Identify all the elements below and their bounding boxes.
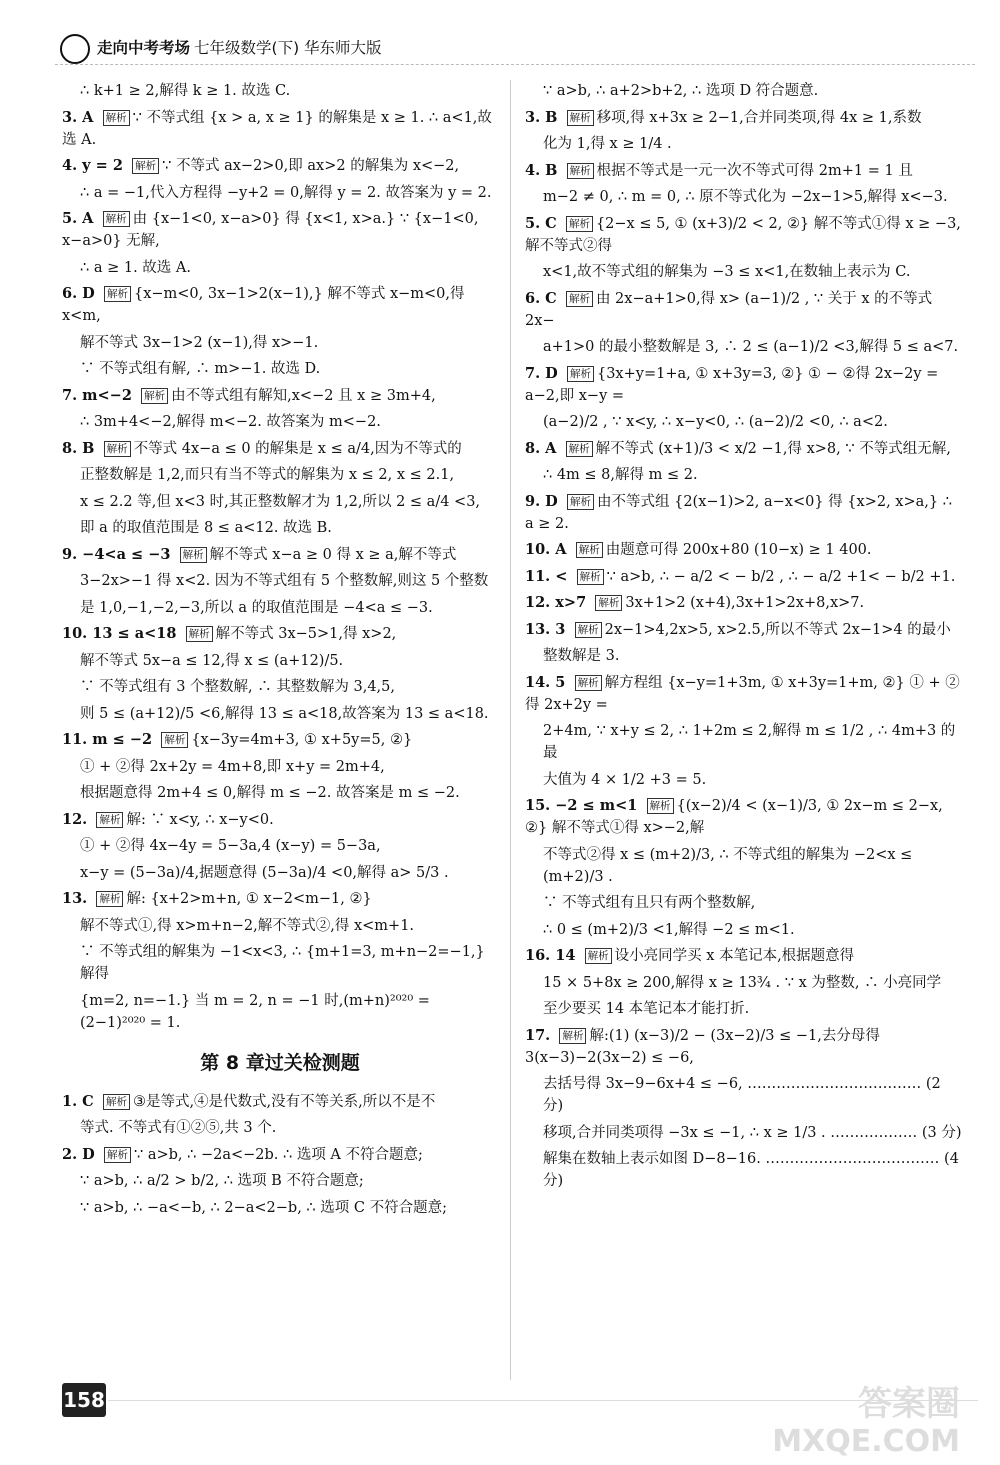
answer-line — [525, 566, 965, 588]
answer-text: {m=2, n=−1.} 当 m = 2, n = −1 时,(m+n)²⁰²⁰ = (2−1)²⁰²⁰ = 1. — [80, 992, 430, 1031]
analysis-tag: 解析 — [559, 1028, 586, 1044]
answer-text: m−2 ≠ 0, ∴ m = 0, ∴ 原不等式化为 −2x−1>5,解得 x<−3. — [543, 189, 948, 205]
answer-line — [525, 261, 965, 283]
answer-line — [525, 769, 965, 791]
answer-line — [62, 941, 498, 985]
answer-number: 10. 13 ≤ a<18 — [62, 625, 177, 642]
answer-text: ∴ a = −1,代入方程得 −y+2 = 0,解得 y = 2. 故答案为 y = 2. — [80, 184, 492, 201]
answer-line — [62, 1091, 498, 1113]
answer-line — [62, 283, 498, 327]
answer-line — [525, 411, 965, 433]
answer-text: 由 {x−1<0, x−a>0} 得 {x<1, x>a.} ∵ {x−1<0, x−a>0} 无解, — [62, 211, 479, 249]
answer-text: ∵ a>b, ∴ −a<−b, ∴ 2−a<2−b, ∴ 选项 C 不符合题意; — [80, 1199, 447, 1216]
answer-line — [62, 650, 498, 672]
answer-number: 9. −4<a ≤ −3 — [62, 545, 171, 563]
answer-text: 解:(1) (x−3)/2 − (3x−2)/3 ≤ −1,去分母得 3(x−3)−2(3x−2) ≤ −6, — [525, 1027, 880, 1066]
answer-line — [525, 720, 965, 764]
answer-text: 解: ∵ x<y, ∴ x−y<0. — [126, 811, 274, 828]
answer-text: 解: {x+2>m+n, ① x−2<m−1, ②} — [126, 891, 372, 907]
answer-line — [525, 491, 965, 535]
answer-line — [62, 438, 498, 460]
answer-text: 至少要买 14 本笔记本才能打折. — [543, 1001, 750, 1017]
answer-text: 整数解是 3. — [543, 648, 620, 664]
answer-number: 5. C — [525, 214, 557, 232]
answer-text: 则 5 ≤ (a+12)/5 <6,解得 13 ≤ a<18,故答案为 13 ≤ a<18. — [80, 705, 489, 722]
answer-line — [62, 835, 498, 857]
answer-text: 解不等式 x−a ≥ 0 得 x ≥ a,解不等式 — [209, 546, 457, 563]
answer-text: 解不等式 5x−a ≤ 12,得 x ≤ (a+12)/5. — [80, 652, 344, 669]
answer-line — [525, 336, 965, 358]
answer-text: 由不等式组有解知,x<−2 且 x ≥ 3m+4, — [171, 387, 436, 404]
answer-line — [62, 107, 498, 151]
answer-text: 由题意可得 200x+80 (10−x) ≥ 1 400. — [605, 542, 872, 558]
analysis-tag: 解析 — [104, 441, 131, 457]
answer-number: 17. — [525, 1026, 551, 1044]
answer-text: 解方程组 {x−y=1+3m, ① x+3y=1+m, ②} ① + ② 得 2x+2y = — [525, 674, 960, 713]
answer-text: 解不等式①,得 x>m+n−2,解不等式②,得 x<m+1. — [80, 917, 415, 934]
answer-text: 解集在数轴上表示如图 D−8−16. ……………………………… (4 分) — [543, 1151, 959, 1189]
answer-line — [62, 1144, 498, 1166]
answer-number: 6. C — [525, 289, 557, 307]
answer-text: 正整数解是 1,2,而只有当不等式的解集为 x ≤ 2, x ≤ 2.1, — [80, 467, 455, 483]
answer-text: (a−2)/2 , ∵ x<y, ∴ x−y<0, ∴ (a−2)/2 <0, ∴ a<2. — [543, 414, 888, 430]
answer-line — [525, 160, 965, 182]
answer-number: 15. −2 ≤ m<1 — [525, 797, 638, 814]
answer-text: 化为 1,得 x ≥ 1/4 . — [543, 136, 672, 152]
answer-number: 9. D — [525, 492, 558, 510]
answer-number: 6. D — [62, 285, 95, 302]
answer-line — [525, 795, 965, 839]
answer-number: 5. A — [62, 210, 94, 227]
answer-text: 3−2x>−1 得 x<2. 因为不等式组有 5 个整数解,则这 5 个整数 — [80, 573, 489, 589]
answer-text: 移项,合并同类项得 −3x ≤ −1, ∴ x ≥ 1/3 . ……………… (3 分) — [543, 1124, 962, 1141]
answer-line — [62, 888, 498, 910]
answer-text: x ≤ 2.2 等,但 x<3 时,其正整数解才为 1,2,所以 2 ≤ a/4 <3, — [80, 493, 481, 510]
answer-text: 由不等式组 {2(x−1)>2, a−x<0} 得 {x>2, x>a,} ∴ a ≥ 2. — [525, 493, 952, 532]
answer-text: 2x−1>4,2x>5, x>2.5,所以不等式 2x−1>4 的最小 — [604, 621, 951, 638]
answer-text: 根据题意得 2m+4 ≤ 0,解得 m ≤ −2. 故答案是 m ≤ −2. — [80, 785, 460, 801]
answer-text: {(x−2)/4 < (x−1)/3, ① 2x−m ≤ 2−x, ②} 解不等式①得 x>−2,解 — [525, 798, 943, 836]
answer-text: ∴ a ≥ 1. 故选 A. — [80, 259, 191, 276]
brand-name: 走向中考考场 — [97, 39, 191, 57]
answer-number: 4. B — [525, 161, 558, 179]
answer-number: 7. D — [525, 364, 558, 382]
analysis-tag: 解析 — [180, 547, 207, 563]
answer-text: ∵ 不等式组有 3 个整数解, ∴ 其整数解为 3,4,5, — [80, 679, 395, 695]
analysis-tag: 解析 — [566, 441, 593, 457]
answer-line — [62, 862, 498, 884]
analysis-tag: 解析 — [567, 366, 594, 382]
analysis-tag: 解析 — [96, 812, 123, 828]
answer-line — [62, 1117, 498, 1139]
analysis-tag: 解析 — [595, 595, 622, 611]
answer-line — [525, 107, 965, 129]
answer-number: 14. 5 — [525, 673, 566, 691]
analysis-tag: 解析 — [103, 211, 130, 227]
answer-line — [62, 809, 498, 831]
answer-line — [525, 844, 965, 888]
answer-text: 解不等式 3x−5>1,得 x>2, — [215, 626, 397, 642]
answer-text: ∵ 不等式 ax−2>0,即 ax>2 的解集为 x<−2, — [162, 158, 460, 174]
left-column — [62, 80, 498, 1223]
answer-number: 13. — [62, 890, 88, 907]
answer-line — [525, 288, 965, 332]
analysis-tag: 解析 — [575, 675, 602, 691]
brand-logo-icon — [60, 34, 90, 64]
analysis-tag: 解析 — [567, 110, 594, 126]
answer-text: {2−x ≤ 5, ① (x+3)/2 < 2, ②} 解不等式①得 x ≥ −3,解不等式②得 — [525, 215, 961, 254]
answer-line — [62, 1197, 498, 1219]
answer-text: ∵ 不等式组有解, ∴ m>−1. 故选 D. — [80, 361, 321, 377]
answer-line — [62, 155, 498, 177]
answer-text: ∴ 4m ≤ 8,解得 m ≤ 2. — [543, 467, 698, 483]
answer-line — [62, 385, 498, 407]
analysis-tag: 解析 — [104, 1147, 131, 1163]
answer-line — [525, 363, 965, 407]
answer-line — [62, 1170, 498, 1192]
answer-text: 即 a 的取值范围是 8 ≤ a<12. 故选 B. — [80, 520, 332, 536]
answer-line — [525, 464, 965, 486]
answer-text: 3x+1>2 (x+4),3x+1>2x+8,x>7. — [625, 595, 865, 611]
answer-line — [62, 676, 498, 698]
answer-text: 根据不等式是一元一次不等式可得 2m+1 = 1 且 — [596, 162, 913, 179]
answer-text: ① + ②得 2x+2y = 4m+8,即 x+y = 2m+4, — [80, 758, 385, 775]
answer-text: ∵ a>b, ∴ a/2 > b/2, ∴ 选项 B 不符合题意; — [80, 1173, 364, 1189]
answer-number: 8. A — [525, 439, 557, 457]
answer-line — [525, 619, 965, 641]
analysis-tag: 解析 — [186, 626, 213, 642]
answer-text: ③是等式,④是代数式,没有不等关系,所以不是不 — [132, 1093, 436, 1110]
answer-text: 不等式 4x−a ≤ 0 的解集是 x ≤ a/4,因为不等式的 — [133, 440, 462, 457]
book-subtitle: 七年级数学(下) 华东师大版 — [194, 39, 382, 57]
analysis-tag: 解析 — [96, 891, 123, 907]
analysis-tag: 解析 — [647, 798, 674, 814]
page-number: 158 — [62, 1383, 106, 1417]
answer-line — [62, 544, 498, 566]
answer-text: ∵ 不等式组有且只有两个整数解, — [543, 895, 756, 911]
answer-number: 13. 3 — [525, 620, 566, 638]
right-column — [525, 80, 965, 1197]
answer-line — [62, 208, 498, 252]
answer-line — [525, 645, 965, 667]
answer-number: 8. B — [62, 439, 95, 457]
answer-number: 1. C — [62, 1092, 94, 1110]
analysis-tag: 解析 — [104, 286, 131, 302]
answer-line — [525, 919, 965, 941]
answer-line — [525, 438, 965, 460]
answer-line — [525, 972, 965, 994]
answer-line — [62, 915, 498, 937]
answer-number: 4. y = 2 — [62, 157, 123, 174]
analysis-tag: 解析 — [567, 494, 594, 510]
answer-line — [525, 945, 965, 967]
answer-line — [62, 597, 498, 619]
answer-line — [525, 892, 965, 914]
answer-text: 不等式②得 x ≤ (m+2)/3, ∴ 不等式组的解集为 −2<x ≤ (m+2)/3 . — [543, 846, 913, 885]
analysis-tag: 解析 — [103, 1094, 130, 1110]
answer-text: ∵ 不等式组 {x > a, x ≥ 1} 的解集是 x ≥ 1. ∴ a<1,故选 A. — [62, 109, 492, 148]
answer-line — [525, 1148, 965, 1192]
watermark-text: 答案圈 — [858, 1384, 960, 1424]
analysis-tag: 解析 — [566, 216, 593, 232]
answer-line — [62, 517, 498, 539]
answer-line — [525, 592, 965, 614]
answer-line — [62, 257, 498, 279]
answer-line — [62, 358, 498, 380]
analysis-tag: 解析 — [585, 948, 612, 964]
answer-text: 等式. 不等式有①②⑤,共 3 个. — [80, 1120, 277, 1136]
answer-line — [62, 570, 498, 592]
header-divider — [55, 64, 975, 65]
answer-text: 移项,得 x+3x ≥ 2−1,合并同类项,得 4x ≥ 1,系数 — [596, 109, 922, 126]
answer-line — [62, 729, 498, 751]
section-title: 第 8 章过关检测题 — [200, 1051, 360, 1074]
answer-text: ∵ 不等式组的解集为 −1<x<3, ∴ {m+1=3, m+n−2=−1,} 解得 — [80, 944, 485, 982]
analysis-tag: 解析 — [566, 291, 593, 307]
answer-line — [525, 213, 965, 257]
answer-number: 3. B — [525, 108, 558, 126]
answer-text: 大值为 4 × 1/2 +3 = 5. — [543, 771, 707, 788]
answer-text: x<1,故不等式组的解集为 −3 ≤ x<1,在数轴上表示为 C. — [543, 264, 911, 280]
answer-number: 7. m<−2 — [62, 386, 132, 404]
analysis-tag: 解析 — [103, 110, 130, 126]
answer-text: 设小亮同学买 x 本笔记本,根据题意得 — [614, 948, 855, 964]
answer-text: 解不等式 3x−1>2 (x−1),得 x>−1. — [80, 334, 319, 351]
answer-text: 2+4m, ∵ x+y ≤ 2, ∴ 1+2m ≤ 2,解得 m ≤ 1/2 , ∴ 4m+3 的最 — [543, 723, 956, 761]
answer-line — [62, 464, 498, 486]
page-header — [55, 30, 975, 68]
answer-line — [62, 332, 498, 354]
analysis-tag: 解析 — [567, 163, 594, 179]
answer-text: {x−m<0, 3x−1>2(x−1),} 解不等式 x−m<0,得 x<m, — [62, 286, 465, 324]
answer-number: 10. A — [525, 541, 567, 558]
analysis-tag: 解析 — [575, 622, 602, 638]
answer-number: 2. D — [62, 1145, 95, 1163]
answer-line — [525, 1025, 965, 1069]
answer-number: 3. A — [62, 108, 94, 126]
answer-text: ∵ a>b, ∴ −2a<−2b. ∴ 选项 A 不符合题意; — [133, 1146, 423, 1163]
analysis-tag: 解析 — [141, 388, 168, 404]
answer-line — [525, 1073, 965, 1117]
answer-text: ∴ 3m+4<−2,解得 m<−2. 故答案为 m<−2. — [80, 414, 381, 430]
answer-text: {3x+y=1+a, ① x+3y=3, ②} ① − ②得 2x−2y = a−2,即 x−y = — [525, 365, 939, 404]
answer-text: a+1>0 的最小整数解是 3, ∴ 2 ≤ (a−1)/2 <3,解得 5 ≤ a<7. — [543, 339, 959, 355]
answer-line — [525, 539, 965, 561]
answer-text: 由 2x−a+1>0,得 x> (a−1)/2 , ∵ 关于 x 的不等式 2x− — [525, 290, 933, 329]
answer-line — [525, 186, 965, 208]
answer-line — [62, 182, 498, 204]
watermark-url: MXQE.COM — [772, 1424, 960, 1459]
answer-text: 是 1,0,−1,−2,−3,所以 a 的取值范围是 −4<a ≤ −3. — [80, 599, 433, 616]
answer-number: 11. m ≤ −2 — [62, 731, 153, 748]
answer-text: 去括号得 3x−9−6x+4 ≤ −6, ……………………………… (2 分) — [543, 1076, 941, 1114]
answer-line — [62, 703, 498, 725]
answer-line — [62, 756, 498, 778]
answer-text: ∵ a>b, ∴ a+2>b+2, ∴ 选项 D 符合题意. — [543, 83, 819, 99]
answer-number: 16. 14 — [525, 947, 576, 964]
answer-text: 15 × 5+8x ≥ 200,解得 x ≥ 13¾ . ∵ x 为整数, ∴ 小亮同学 — [543, 974, 942, 991]
answer-text: ① + ②得 4x−4y = 5−3a,4 (x−y) = 5−3a, — [80, 838, 381, 854]
analysis-tag: 解析 — [576, 542, 603, 558]
answer-text: ∵ a>b, ∴ − a/2 < − b/2 , ∴ − a/2 +1< − b/2 +1. — [606, 568, 956, 585]
answer-number: 12. — [62, 810, 88, 828]
analysis-tag: 解析 — [161, 732, 188, 748]
answer-number: 12. x>7 — [525, 594, 587, 611]
answer-line — [62, 623, 498, 645]
watermark — [772, 1385, 960, 1461]
answer-line — [525, 998, 965, 1020]
answer-text: x−y = (5−3a)/4,据题意得 (5−3a)/4 <0,解得 a> 5/3 . — [80, 864, 449, 881]
answer-text: ∴ k+1 ≥ 2,解得 k ≥ 1. 故选 C. — [80, 83, 291, 99]
answer-text: ∴ 0 ≤ (m+2)/3 <1,解得 −2 ≤ m<1. — [543, 921, 795, 938]
answer-line — [62, 782, 498, 804]
column-divider — [510, 80, 511, 1380]
answer-text: {x−3y=4m+3, ① x+5y=5, ②} — [191, 732, 413, 748]
answer-line — [525, 672, 965, 716]
answer-line — [62, 80, 498, 102]
answer-line — [62, 411, 498, 433]
answer-line — [525, 80, 965, 102]
answer-line — [62, 990, 498, 1034]
header-title — [97, 36, 382, 58]
answer-line — [525, 1122, 965, 1144]
analysis-tag: 解析 — [577, 569, 604, 585]
analysis-tag: 解析 — [132, 158, 159, 174]
answer-line — [62, 491, 498, 513]
answer-text: 解不等式 (x+1)/3 < x/2 −1,得 x>8, ∵ 不等式组无解, — [595, 440, 951, 457]
answer-number: 11. < — [525, 567, 568, 585]
answer-line — [525, 133, 965, 155]
